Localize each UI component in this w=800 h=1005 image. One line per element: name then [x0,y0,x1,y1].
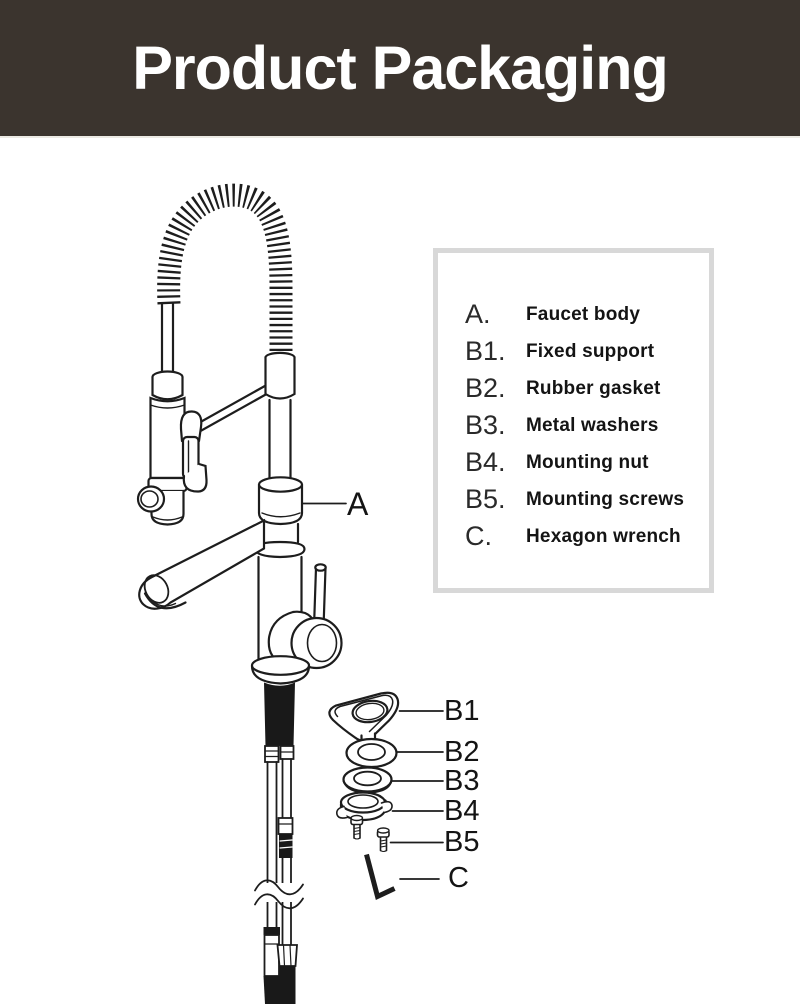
legend-row [465,296,709,333]
part-b3-metal-washer [344,768,392,794]
threaded-shank [264,683,295,747]
callout-b2-label: B2 [444,736,480,768]
part-b5-mounting-screws [351,816,389,852]
callout-a-label: A [347,486,369,522]
sprayer-clip [181,411,207,491]
hose-break [254,880,306,908]
part-b2-rubber-gasket [347,739,397,767]
part-c-hexagon-wrench [367,855,395,897]
callout-b3-label: B3 [444,765,480,797]
sprayer-hose [162,304,173,374]
callout-c-label: C [448,862,469,894]
part-b1-fixed-support [329,693,398,744]
legend-row [465,370,709,407]
page-title: Product Packaging [132,34,668,102]
base-flange [252,656,309,683]
legend-label: Mounting nut [526,451,649,473]
legend-row [465,333,709,370]
legend-row [465,444,709,481]
legend-code: B3. [465,410,506,440]
callout-b5-label: B5 [444,826,480,858]
legend-code: B2. [465,373,506,403]
legend-label: Hexagon wrench [526,525,681,547]
hose-connectors [264,927,298,1004]
spring-coil [169,195,281,355]
hose-fittings [265,746,294,762]
callout-b4-label: B4 [444,795,480,827]
legend-label: Fixed support [526,340,655,362]
legend-label: Mounting screws [526,488,685,510]
legend-code: A. [465,299,491,329]
handle [269,564,342,668]
spout [139,521,264,609]
legend-code: C. [465,521,492,551]
legend-row [465,407,709,444]
legend-code: B4. [465,447,506,477]
legend-row [465,518,709,555]
legend-code: B5. [465,484,506,514]
parts-legend [433,248,714,593]
callout-b1-label: B1 [444,695,480,727]
legend-code: B1. [465,336,506,366]
legend-label: Faucet body [526,303,641,325]
part-b4-mounting-nut [337,793,392,821]
legend-row [465,481,709,518]
leader-lines [303,504,443,880]
legend-label: Metal washers [526,414,659,436]
sprayer-head [138,372,187,525]
legend-label: Rubber gasket [526,377,661,399]
